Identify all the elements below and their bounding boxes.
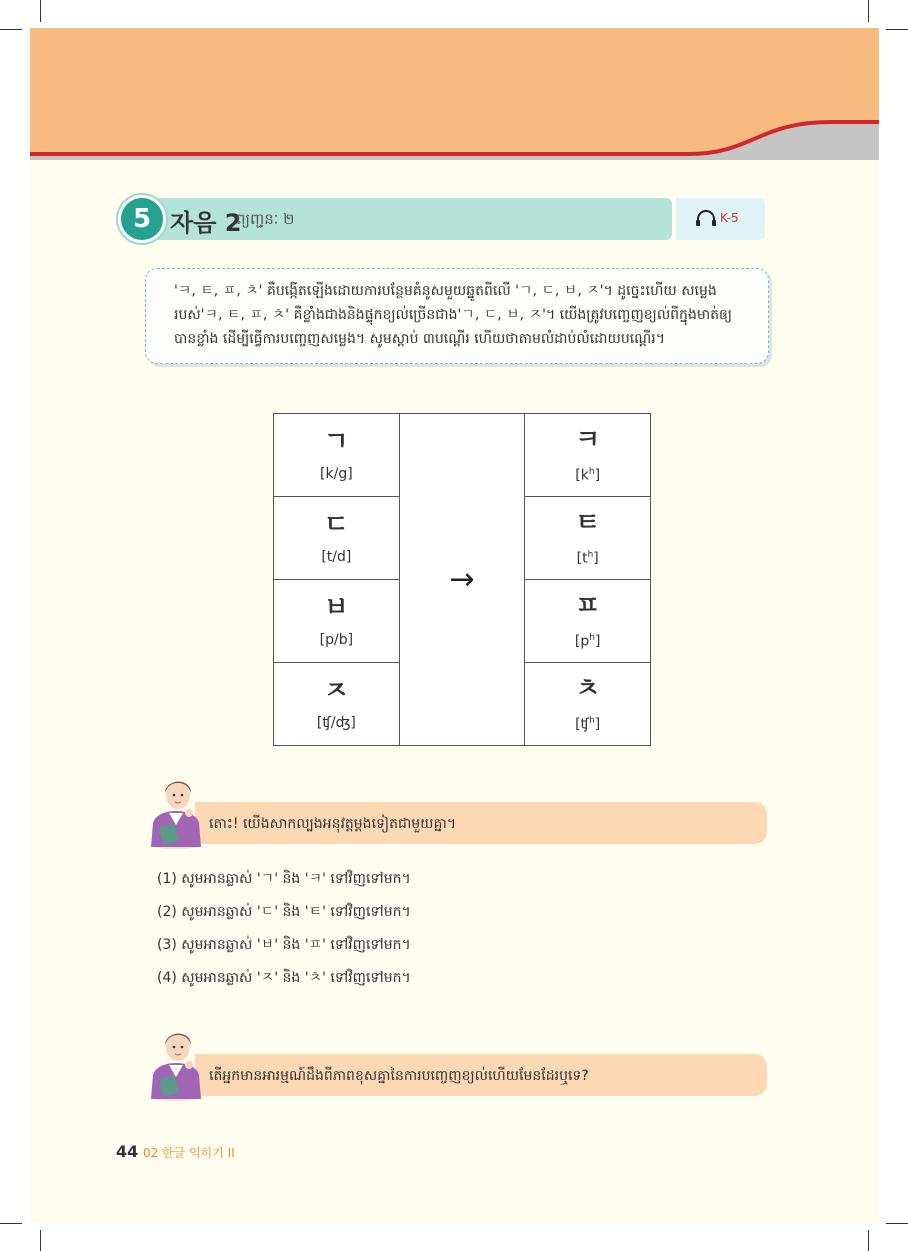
aspirated-consonant: ㅊ bbox=[575, 674, 601, 705]
section-header bbox=[118, 195, 674, 241]
aspirated-consonant: ㅌ bbox=[575, 508, 601, 539]
intro-text: 'ㅋ, ㅌ, ㅍ, ㅊ' គឺបង្កើតឡើងដោយការបន្ថែមគំនូសមួយឆ្នូតពីលើ 'ㄱ, ㄷ, ㅂ, ㅈ'។ ដូច្នេះហើយ សម្លេងរបស់'ㅋ, ㅌ, ㅍ, ㅊ' គឺខ្លាំងជាងនិងផ្ទុកខ្យល់ច្រើនជាង'ㄱ, ㄷ, ㅂ, ㅈ'។ យើងត្រូវបញ្ចេញខ្យល់ពីក្នុងមាត់ឲ្យបានខ្លាំង ដើម្បីធ្វើការបញ្ចេញសម្លេង។ សូមស្ដាប់ ៣បណ្ដើរ ហើយថាតាមលំដាប់លំដោយបណ្ដើរ។ bbox=[174, 283, 733, 347]
teacher-illustration bbox=[145, 1025, 207, 1101]
table-cell bbox=[525, 663, 651, 746]
plain-consonant: ㅂ bbox=[323, 593, 349, 623]
table-cell bbox=[525, 497, 651, 580]
aspirated-romanization: [ʧ$^h$] bbox=[575, 716, 601, 733]
aspirated-romanization: $[p^h]$ bbox=[574, 633, 601, 650]
crop-mark bbox=[868, 1230, 869, 1251]
plain-consonant: ㄷ bbox=[323, 510, 349, 540]
header-wave bbox=[30, 28, 879, 160]
practice-prompt bbox=[195, 802, 767, 844]
list-item: (2) សូមអានឆ្លាស់ 'ㄷ' និង 'ㅌ' ទៅវិញទៅមក។ bbox=[157, 904, 411, 920]
crop-mark bbox=[0, 1223, 22, 1224]
list-item: (3) សូមអានឆ្លាស់ 'ㅂ' និង 'ㅍ' ទៅវិញទៅមក។ bbox=[157, 937, 411, 953]
plain-consonant: ㄱ bbox=[323, 427, 349, 457]
plain-romanization: [t/d] bbox=[321, 549, 352, 565]
plain-romanization: [p/b] bbox=[319, 632, 354, 648]
audio-track[interactable] bbox=[676, 198, 765, 240]
section-number: 5 bbox=[118, 195, 166, 243]
crop-mark bbox=[886, 1223, 908, 1224]
crop-mark bbox=[886, 29, 908, 30]
list-item: (4) សូមអានឆ្លាស់ 'ㅈ' និង 'ㅊ' ទៅវិញទៅមក។ bbox=[157, 970, 411, 986]
table-row bbox=[274, 414, 651, 497]
chapter-title: 02 한글 익히기 II bbox=[143, 1146, 235, 1160]
teacher-illustration bbox=[145, 773, 207, 849]
headphones-icon bbox=[695, 209, 717, 227]
crop-mark bbox=[0, 29, 22, 30]
header-band bbox=[30, 28, 879, 160]
audio-label: K-5 bbox=[720, 211, 739, 225]
plain-consonant: ㅈ bbox=[323, 676, 349, 706]
table-cell bbox=[274, 663, 400, 746]
table-cell bbox=[525, 580, 651, 663]
reflection-prompt-text: តើអ្នកមានអារម្មណ៍ដឹងពីភាពខុសគ្នានៃការបញ្ចេញខ្យល់ហើយមែនដែរឬទេ? bbox=[209, 1068, 589, 1084]
table-cell bbox=[274, 497, 400, 580]
aspirated-romanization: $[t^h]$ bbox=[576, 550, 599, 567]
aspirated-consonant: ㅋ bbox=[575, 425, 601, 456]
question-list bbox=[157, 868, 411, 1000]
section-subtitle: ព្យញ្ជនៈ ២ bbox=[236, 210, 295, 228]
arrow-cell bbox=[399, 414, 525, 746]
plain-romanization: [k/g] bbox=[320, 466, 353, 482]
crop-mark bbox=[868, 0, 869, 22]
intro-box bbox=[145, 268, 769, 364]
consonant-table bbox=[273, 413, 651, 746]
page-number: 44 bbox=[116, 1142, 139, 1161]
aspirated-romanization: $[k^h]$ bbox=[575, 467, 601, 484]
section-title: 자음 2 bbox=[170, 209, 242, 237]
crop-mark bbox=[40, 1230, 41, 1251]
crop-mark bbox=[40, 0, 41, 22]
table-cell bbox=[525, 414, 651, 497]
practice-prompt-text: តោះ! យើងសាកល្បងអនុវត្តម្ដងទៀតជាមួយគ្នា។ bbox=[209, 816, 457, 832]
plain-romanization: [ʧ/ʤ] bbox=[316, 715, 356, 731]
aspirated-consonant: ㅍ bbox=[575, 591, 601, 622]
reflection-prompt bbox=[195, 1054, 767, 1096]
table-cell bbox=[274, 580, 400, 663]
list-item: (1) សូមអានឆ្លាស់ 'ㄱ' និង 'ㅋ' ទៅវិញទៅមក។ bbox=[157, 871, 411, 887]
arrow-icon: → bbox=[449, 562, 475, 597]
table-cell bbox=[274, 414, 400, 497]
